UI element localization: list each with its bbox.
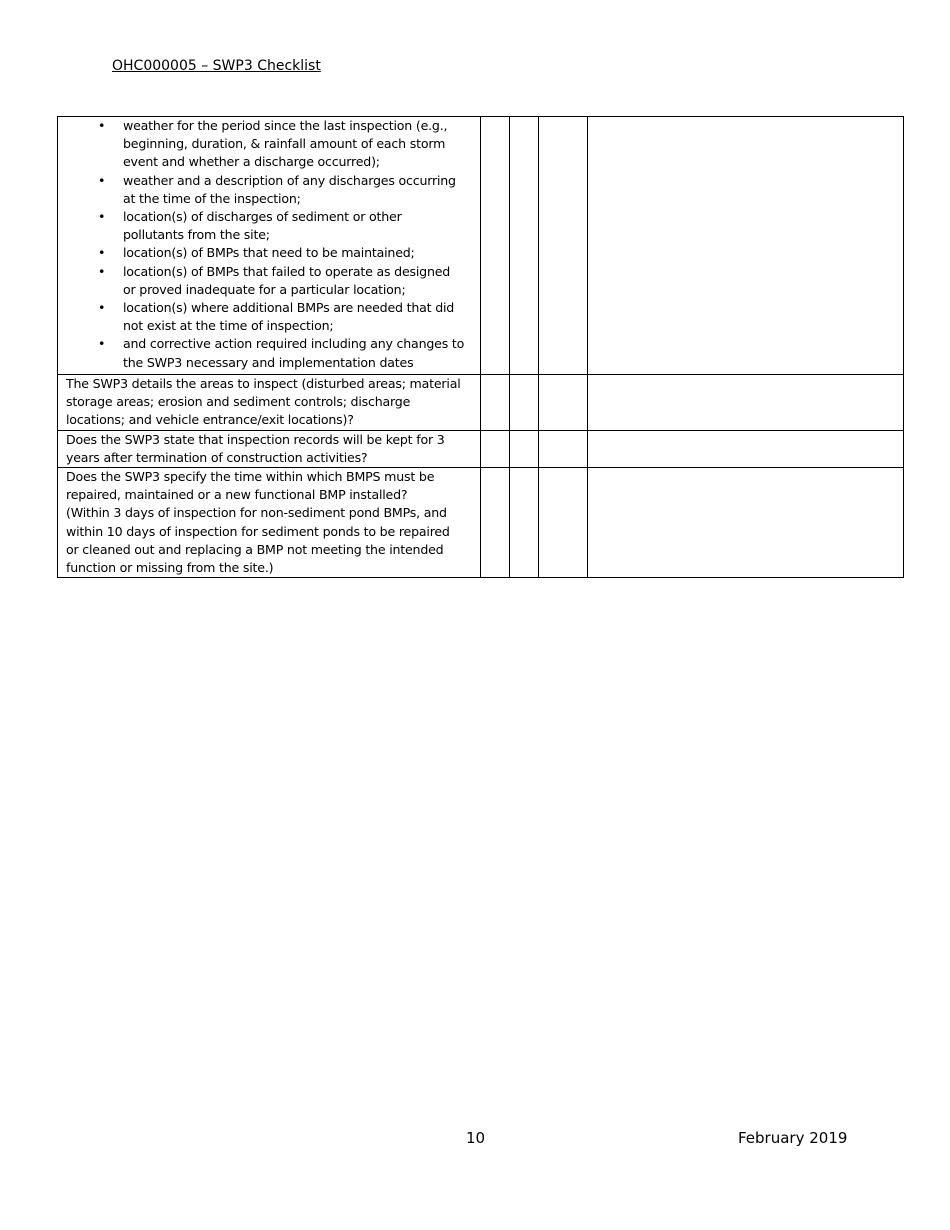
text-line: locations; and vehicle entrance/exit locations)? — [66, 412, 354, 428]
bullet-item — [66, 299, 476, 335]
text-line: repaired, maintained or a new functional BMP installed? — [66, 487, 408, 503]
text-line: (Within 3 days of inspection for non-sediment pond BMPs, and — [66, 505, 447, 521]
na-cell[interactable] — [539, 375, 588, 431]
na-cell[interactable] — [539, 117, 588, 375]
question-cell — [58, 430, 481, 467]
bullet-item — [66, 117, 476, 172]
text-line: the SWP3 necessary and implementation dates — [123, 354, 414, 370]
checklist-row — [58, 468, 904, 578]
no-cell[interactable] — [510, 117, 539, 375]
text-line: years after termination of construction activities? — [66, 449, 368, 465]
text-line: event and whether a discharge occurred); — [123, 154, 380, 170]
checklist-row — [58, 375, 904, 431]
text-line: not exist at the time of inspection; — [123, 318, 334, 334]
question-cell — [58, 375, 481, 431]
yes-cell[interactable] — [481, 468, 510, 578]
na-cell[interactable] — [539, 468, 588, 578]
text-line: storage areas; erosion and sediment controls; discharge — [66, 394, 411, 410]
text-line: within 10 days of inspection for sediment ponds to be repaired — [66, 523, 450, 539]
no-cell[interactable] — [510, 375, 539, 431]
comments-cell[interactable] — [588, 375, 904, 431]
bullet-list — [66, 117, 476, 372]
yes-cell[interactable] — [481, 117, 510, 375]
text-line: • location(s) of discharges of sediment or other — [123, 209, 402, 225]
bullet-item — [66, 244, 476, 262]
checklist-row — [58, 117, 904, 375]
text-line: Does the SWP3 specify the time within which BMPS must be — [66, 469, 435, 485]
yes-cell[interactable] — [481, 375, 510, 431]
na-cell[interactable] — [539, 430, 588, 467]
bullet-item — [66, 208, 476, 244]
bullet-item — [66, 263, 476, 299]
text-line: Does the SWP3 state that inspection records will be kept for 3 — [66, 431, 445, 447]
document-header: OHC000005 – SWP3 Checklist — [112, 58, 321, 74]
no-cell[interactable] — [510, 468, 539, 578]
text-line: • location(s) of BMPs that need to be maintained; — [123, 245, 415, 261]
comments-cell[interactable] — [588, 468, 904, 578]
bullet-item — [66, 172, 476, 208]
text-line: • location(s) of BMPs that failed to operate as designed — [123, 263, 451, 279]
no-cell[interactable] — [510, 430, 539, 467]
text-line: • weather for the period since the last inspection (e.g., — [123, 118, 448, 133]
comments-cell[interactable] — [588, 430, 904, 467]
bullet-item — [66, 335, 476, 371]
text-line: at the time of the inspection; — [123, 190, 301, 206]
checklist-table — [57, 116, 904, 578]
text-line: The SWP3 details the areas to inspect (disturbed areas; material — [66, 376, 461, 391]
checklist-row — [58, 430, 904, 467]
footer-date: February 2019 — [738, 1129, 848, 1147]
text-line: • and corrective action required including any changes to — [123, 336, 465, 352]
comments-cell[interactable] — [588, 117, 904, 375]
text-line: • location(s) where additional BMPs are needed that did — [123, 300, 455, 316]
page-number: 10 — [466, 1129, 486, 1147]
text-line: or cleaned out and replacing a BMP not meeting the intended — [66, 541, 444, 557]
text-line: or proved inadequate for a particular location; — [123, 281, 406, 297]
text-line: pollutants from the site; — [123, 227, 270, 243]
text-line: beginning, duration, & rainfall amount of each storm — [123, 136, 446, 152]
text-line: • weather and a description of any discharges occurring — [123, 172, 456, 188]
question-cell — [58, 468, 481, 578]
question-cell — [58, 117, 481, 375]
yes-cell[interactable] — [481, 430, 510, 467]
text-line: function or missing from the site.) — [66, 560, 274, 576]
